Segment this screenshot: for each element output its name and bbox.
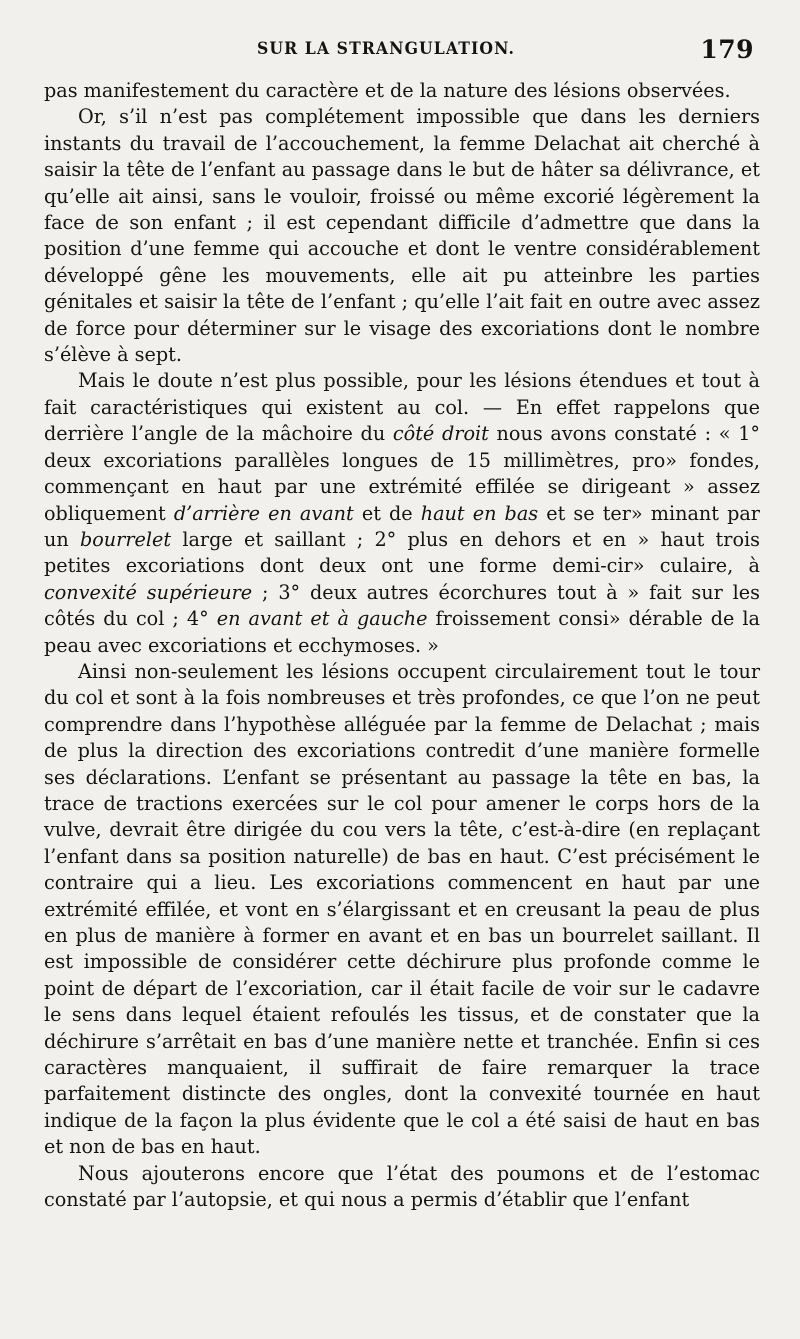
italic-text: en avant et à gauche bbox=[216, 607, 428, 631]
text-span: froissement consi» dérable de la peau avec excoriations et ecchymoses. » bbox=[44, 607, 760, 657]
text-span: Or, s’il n’est pas complétement impossible que dans les derniers instants du travail de l’accouchement, la femme Delachat ait cherché à saisir la tête de l’enfant au passage dans le but de hâter sa délivrance, et qu’elle ait ainsi, sans le vouloir, froissé ou même excorié légèrement la face de son enfant ; il est cependant difficile d’admettre que dans la position d’une femme qui accouche et dont le ventre considérablement développé gêne les mouvements, elle ait pu atteinbre les parties génitales et saisir la tête de l’enfant ; qu’elle l’ait fait en outre avec assez de force pour déterminer sur le visage des excoriations dont le nombre s’élève à sept. bbox=[44, 105, 760, 367]
paragraph bbox=[44, 104, 760, 368]
paragraph bbox=[44, 659, 760, 1161]
text-span: et se ter» minant par un bbox=[44, 501, 760, 551]
text-span: large et saillant ; 2° plus en dehors et en » haut trois petites excoriations dont deux ont une forme demi-cir» culaire, à bbox=[44, 527, 760, 578]
text-span: Nous ajouterons encore que l’état des poumons et de l’estomac constaté par l’autopsie, et qui nous a permis d’établir que l’enfant bbox=[44, 1161, 760, 1212]
italic-text: haut en bas bbox=[420, 501, 539, 525]
text-span: et de bbox=[353, 501, 421, 525]
running-head bbox=[44, 33, 760, 63]
paragraph bbox=[44, 1161, 760, 1214]
text-span: ; 3° deux autres écorchures tout à » fait sur les côtés du col ; 4° bbox=[44, 580, 760, 631]
running-title: SUR LA STRANGULATION. bbox=[257, 39, 516, 59]
italic-text: convexité supérieure bbox=[44, 580, 253, 604]
book-page bbox=[44, 33, 760, 1313]
italic-text: d’arrière en avant bbox=[173, 501, 354, 525]
text-span: pas manifestement du caractère et de la nature des lésions observées. bbox=[44, 79, 731, 102]
page-number: 179 bbox=[700, 35, 754, 64]
text-span: Mais le doute n’est plus possible, pour les lésions étendues et tout à fait caractéristiques qui existent au col. — En effet rappelons que derrière l’angle de la mâchoire du bbox=[44, 369, 760, 446]
italic-text: côté droit bbox=[392, 422, 489, 446]
paragraph bbox=[44, 368, 760, 658]
text-span: Ainsi non-seulement les lésions occupent circulairement tout le tour du col et sont à la fois nombreuses et très profondes, ce que l’on ne peut comprendre dans l’hypothèse alléguée par la femme de Delachat ; mais de plus la direction des excoriations contredit d’une manière formelle ses déclarations. L’enfant se présentant au passage la tête en bas, la trace de tractions exercées sur le col pour amener le corps hors de la vulve, devrait être dirigée du cou vers la tête, c’est-à-dire (en replaçant l’enfant dans sa position naturelle) de bas en haut. C’est précisément le contraire qui a lieu. Les excoriations commencent en haut par une extrémité effilée, et vont en s’élargissant et en creusant la peau de plus en plus de manière à former en avant et en bas un bourrelet saillant. Il est impossible de considérer cette déchirure plus profonde comme le point de départ de l’excoriation, car il était facile de voir sur le cadavre le sens dans lequel étaient refoulés les tissus, et de constater que la déchirure s’arrêtait en bas d’une manière nette et tranchée. Enfin si ces caractères manquaient, il suffirait de faire remarquer la trace parfaitement distincte des ongles, dont la convexité tournée en haut indique de la façon la plus évidente que le col a été saisi de haut en bas et non de bas en haut. bbox=[44, 659, 760, 1159]
body-text bbox=[44, 78, 760, 1213]
text-span: nous avons constaté : « 1° deux excoriations parallèles longues de 15 millimètres, pro» fondes, commençant en haut par une extrémité effilée se dirigeant » assez obliquement bbox=[44, 422, 760, 525]
italic-text: bourrelet bbox=[79, 527, 172, 551]
paragraph bbox=[44, 78, 760, 104]
